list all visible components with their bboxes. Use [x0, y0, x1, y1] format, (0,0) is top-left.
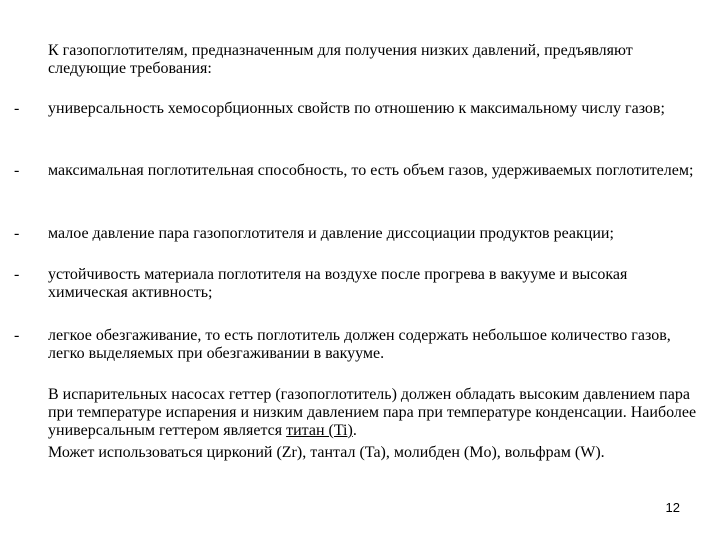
bullet-dash: -: [14, 225, 20, 242]
page-number: 12: [665, 500, 680, 515]
requirement-text: универсальность хемосорбционных свойств по отношению к максимальному числу газов;: [48, 100, 665, 117]
bullet-dash: -: [14, 100, 20, 117]
bullet-dash: -: [14, 266, 20, 283]
requirement-text: устойчивость материала поглотителя на воздухе после прогрева в вакууме и высокая химическая активность;: [48, 266, 628, 301]
conclusion-end: .: [352, 422, 357, 439]
requirement-text: максимальная поглотительная способность, то есть объем газов, удерживаемых поглотителем;: [48, 162, 694, 179]
bullet-dash: -: [14, 327, 20, 344]
requirement-text: легкое обезгаживание, то есть поглотитель должен содержать небольшое количество газов, легко выделяемых при обезгаживании в вакууме.: [48, 327, 671, 362]
conclusion-paragraph: [48, 386, 698, 440]
alternatives-paragraph: Может использоваться цирконий (Zr), тантал (Ta), молибден (Mo), вольфрам (W).: [48, 444, 605, 461]
bullet-dash: -: [14, 162, 20, 179]
intro-paragraph: К газопоглотителям, предназначенным для получения низких давлений, предъявляют следующие требования:: [48, 42, 633, 77]
requirement-text: малое давление пара газопоглотителя и давление диссоциации продуктов реакции;: [48, 225, 614, 242]
conclusion-text: В испарительных насосах геттер (газопоглотитель) должен обладать высоким давлением пара при температуре испарения и низким давлением пара при температуре конденсации. Наиболее универсальным геттером является: [48, 386, 697, 439]
titanium-link[interactable]: титан (Ti): [286, 422, 353, 439]
